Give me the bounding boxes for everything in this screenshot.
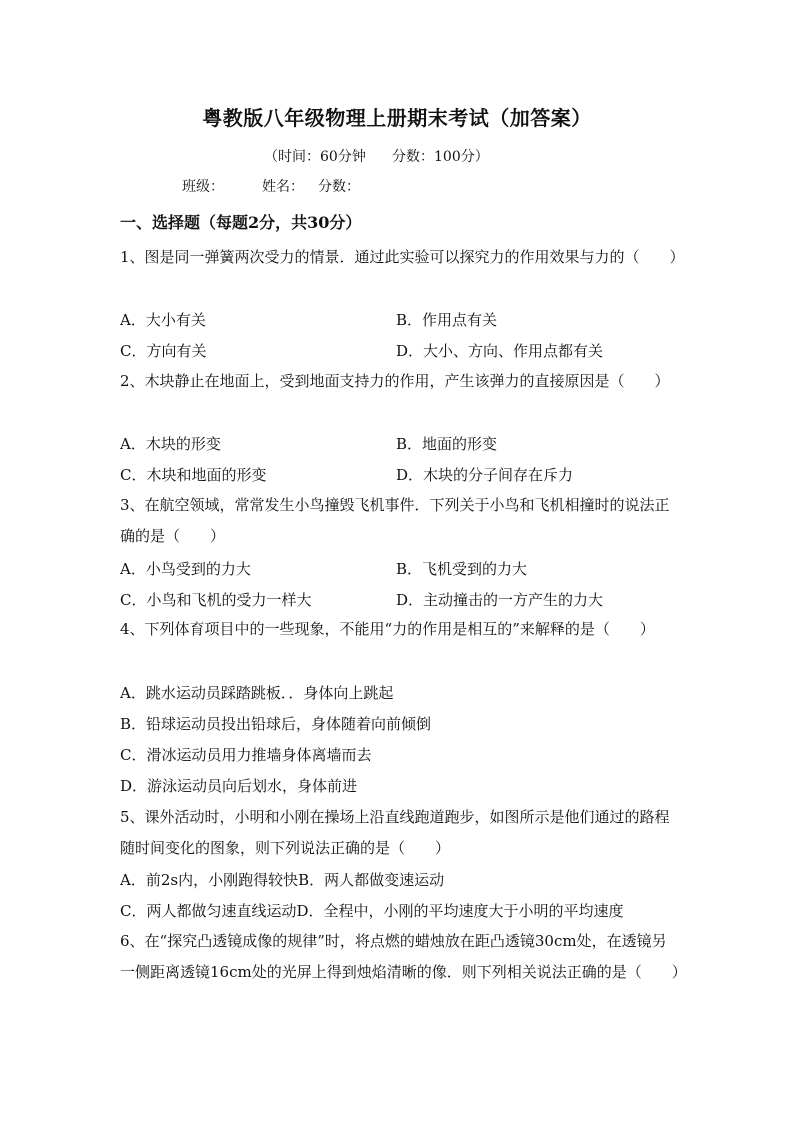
question-3-option-b: B．飞机受到的力大 (396, 560, 528, 578)
class-label: 班级： (182, 179, 224, 195)
question-2-stem: 2、木块静止在地面上，受到地面支持力的作用，产生该弹力的直接原因是（ ） (120, 372, 670, 390)
question-1-option-b: B．作用点有关 (396, 311, 498, 329)
question-3-stem: 3、在航空领域，常常发生小鸟撞毁飞机事件．下列关于小鸟和飞机相撞时的说法正确的是（ ） (120, 496, 670, 545)
question-2-option-c: C．木块和地面的形变 (120, 466, 267, 484)
question-3-option-c: C．小鸟和飞机的受力一样大 (120, 591, 312, 609)
question-2-option-a: A．木块的形变 (120, 435, 221, 453)
question-3-option-a: A．小鸟受到的力大 (120, 560, 251, 578)
document-title: 粤教版八年级物理上册期末考试（加答案） (202, 106, 592, 130)
question-1-stem: 1、图是同一弹簧两次受力的情景．通过此实验可以探究力的作用效果与力的（ ） (120, 248, 685, 266)
question-4-option-c: C．滑冰运动员用力推墙身体离墙而去 (120, 746, 372, 764)
question-5-stem: 5、课外活动时，小明和小刚在操场上沿直线跑道跑步，如图所示是他们通过的路程随时间变化的图象，则下列说法正确的是（ ） (120, 808, 670, 857)
question-4-option-b: B．铅球运动员投出铅球后，身体随着向前倾倒 (120, 715, 432, 733)
question-3-option-d: D．主动撞击的一方产生的力大 (396, 591, 604, 609)
score-label: 分数： (318, 179, 360, 195)
exam-total-score: 分数：100分） (392, 149, 489, 165)
name-label: 姓名： (262, 179, 304, 195)
question-4-option-d: D．游泳运动员向后划水，身体前进 (120, 777, 358, 795)
question-1-option-c: C．方向有关 (120, 342, 207, 360)
question-4-stem: 4、下列体育项目中的一些现象，不能用“力的作用是相互的”来解释的是（ ） (120, 620, 655, 638)
question-5-option-cd: C．两人都做匀速直线运动D．全程中，小刚的平均速度大于小明的平均速度 (120, 902, 624, 920)
section-heading: 一、选择题（每题2分，共30分） (120, 213, 362, 232)
question-1-option-d: D．大小、方向、作用点都有关 (396, 342, 604, 360)
question-4-option-a: A．跳水运动员踩踏跳板．．身体向上跳起 (120, 684, 394, 702)
question-5-option-ab: A．前2s内，小刚跑得较快B．两人都做变速运动 (120, 871, 445, 889)
exam-time: （时间：60分钟 (264, 149, 366, 165)
question-6-stem: 6、在“探究凸透镜成像的规律”时，将点燃的蜡烛放在距凸透镜30cm处，在透镜另一侧距离透镜16cm处的光屏上得到烛焰清晰的像．则下列相关说法正确的是（ ） (120, 932, 687, 981)
question-1-option-a: A．大小有关 (120, 311, 206, 329)
question-2-option-d: D．木块的分子间存在斥力 (396, 466, 574, 484)
question-2-option-b: B．地面的形变 (396, 435, 498, 453)
